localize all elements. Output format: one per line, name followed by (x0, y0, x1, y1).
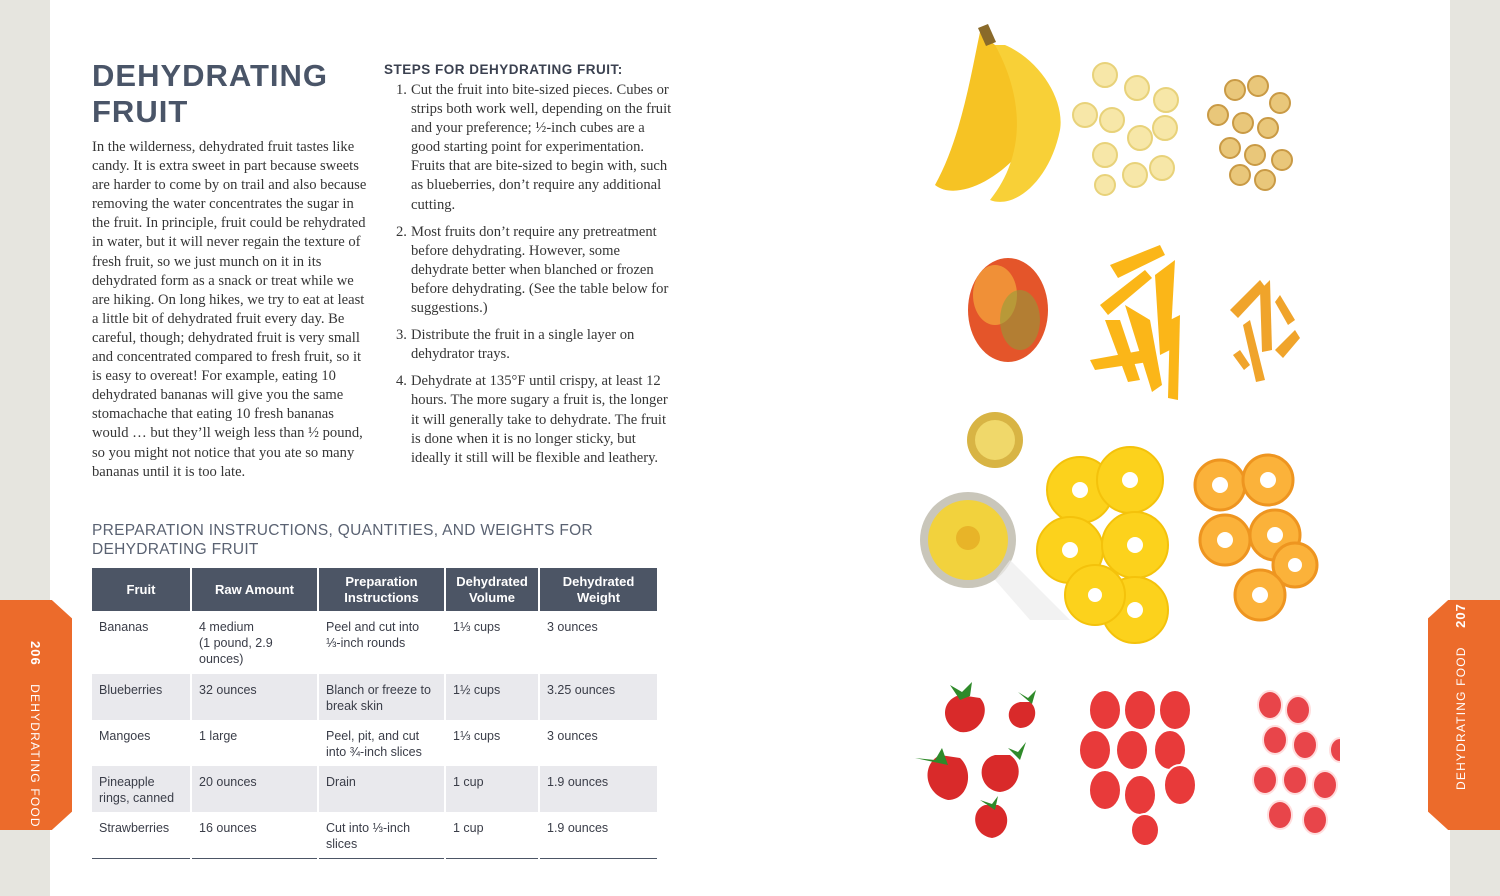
banana-fresh-image (935, 24, 1061, 202)
column-header: Dehydrated Volume (445, 568, 539, 611)
table-cell: Mangoes (92, 720, 191, 766)
table-cell: 4 medium (1 pound, 2.9 ounces) (191, 611, 318, 674)
step-item (384, 326, 676, 364)
table-cell: 1 cup (445, 812, 539, 859)
table-row (92, 812, 657, 859)
pineapple-dried-image (1195, 455, 1317, 620)
strawberry-halves-image (1079, 690, 1196, 846)
table-cell: Cut into ⅓-inch slices (318, 812, 445, 859)
step-item (384, 81, 676, 215)
page-title: DEHYDRATING FRUIT (92, 58, 329, 129)
table-cell: 3 ounces (547, 729, 598, 743)
table-cell: Pineapple rings, canned (92, 766, 191, 812)
fruit-photo-grid (900, 20, 1340, 850)
table-row (92, 766, 657, 812)
column-header: Fruit (92, 568, 191, 611)
section-name-right: DEHYDRATING FOOD (1454, 646, 1468, 790)
preparation-table (92, 568, 657, 859)
table-cell: 1.9 ounces (539, 766, 657, 812)
table-cell: Blueberries (92, 674, 191, 720)
section-name-left: DEHYDRATING FOOD (28, 684, 42, 828)
left-tab-label (26, 641, 44, 828)
table-cell: 1⅓ cups (445, 720, 539, 766)
strawberries-whole-image (915, 682, 1036, 838)
table-cell: 16 ounces (191, 812, 318, 859)
step-item (384, 223, 676, 318)
table-cell: 1½ cups (445, 674, 539, 720)
step-number: 1. (396, 82, 407, 98)
strawberry-dried-image (1253, 691, 1340, 834)
column-header: Preparation Instructions (318, 568, 445, 611)
step-text: Most fruits don’t require any pretreatment before dehydrating. However, some dehydrate better when blanched or frozen before dehydrating. (See the table below for suggestions.) (411, 223, 669, 317)
step-number: 4. (396, 373, 407, 390)
table-cell: Peel and cut into ⅓-inch rounds (318, 611, 445, 674)
steps-heading: STEPS FOR DEHYDRATING FRUIT: (384, 62, 623, 77)
pineapple-can-image (920, 412, 1070, 620)
step-number: 3. (396, 327, 407, 344)
table-row (92, 611, 657, 674)
table-cell: 1 large (191, 720, 318, 766)
step-text: Cut the fruit into bite-sized pieces. Cubes or strips both work well, depending on the fruit and your preference; ½-inch cubes are a good starting point for experimentation. Fruits that are bite-sized to begin with, such as blueberries, don’t require any additional cutting. (411, 82, 672, 213)
table-cell: 1⅓ cups (445, 611, 539, 674)
table-cell: Peel, pit, and cut into ¾-inch slices (318, 720, 445, 766)
column-header: Raw Amount (191, 568, 318, 611)
table-cell: 1 cup (445, 766, 539, 812)
step-number: 2. (396, 223, 407, 240)
table-cell: 3 ounces (547, 620, 598, 634)
table-cell: 1.9 ounces (539, 812, 657, 859)
table-cell: Drain (318, 766, 445, 812)
mango-whole-image (968, 258, 1048, 362)
page-number-left: 206 (28, 641, 43, 666)
mango-dried-image (1230, 280, 1300, 382)
table-cell: Bananas (92, 611, 191, 674)
right-tab-label (1452, 603, 1470, 790)
page-number-right: 207 (1453, 603, 1468, 628)
table-cell: Blanch or freeze to break skin (318, 674, 445, 720)
intro-paragraph: In the wilderness, dehydrated fruit tastes like candy. It is extra sweet in part because sweets are harder to come by on trail and also because removing the water concentrates the sugar in the fruit. In principle, fruit could be rehydrated in water, but it will never regain the texture of fresh fruit, so we just munch on it in its dehydrated form as a snack or treat while we are hiking. On long hikes, we try to eat at least a little bit of dehydrated fruit every day. Be careful, though; dehydrated fruit is very small and concentrated compared to fresh fruit, so it is easy to overeat! For example, eating 10 dehydrated bananas will give you the same stomachache that eating 10 fresh bananas would … but they’ll weigh less than ½ pound, so you might not notice that you ate so many bananas until it is too late. (92, 139, 367, 480)
step-text: Dehydrate at 135°F until crispy, at least 12 hours. The more sugary a fruit is, the longer it will generally take to dehydrate. The fruit is done when it is no longer sticky, but ideally it still will be flexible and leathery. (411, 373, 668, 466)
banana-dried-image (1208, 76, 1292, 190)
step-item (384, 372, 676, 467)
table-row (92, 674, 657, 720)
steps-list (384, 81, 676, 476)
table-cell: Strawberries (92, 812, 191, 859)
table-cell: 20 ounces (191, 766, 318, 812)
table-cell: 3.25 ounces (539, 674, 657, 720)
banana-slices-image (1073, 63, 1178, 195)
table-title: PREPARATION INSTRUCTIONS, QUANTITIES, AND WEIGHTS FOR DEHYDRATING FRUIT (92, 522, 594, 558)
step-text: Distribute the fruit in a single layer on dehydrator trays. (411, 327, 635, 363)
table-header-row (92, 568, 657, 611)
column-header: Dehydrated Weight (539, 568, 657, 611)
mango-slices-image (1090, 245, 1180, 400)
table-cell: 32 ounces (191, 674, 318, 720)
table-row (92, 720, 657, 766)
